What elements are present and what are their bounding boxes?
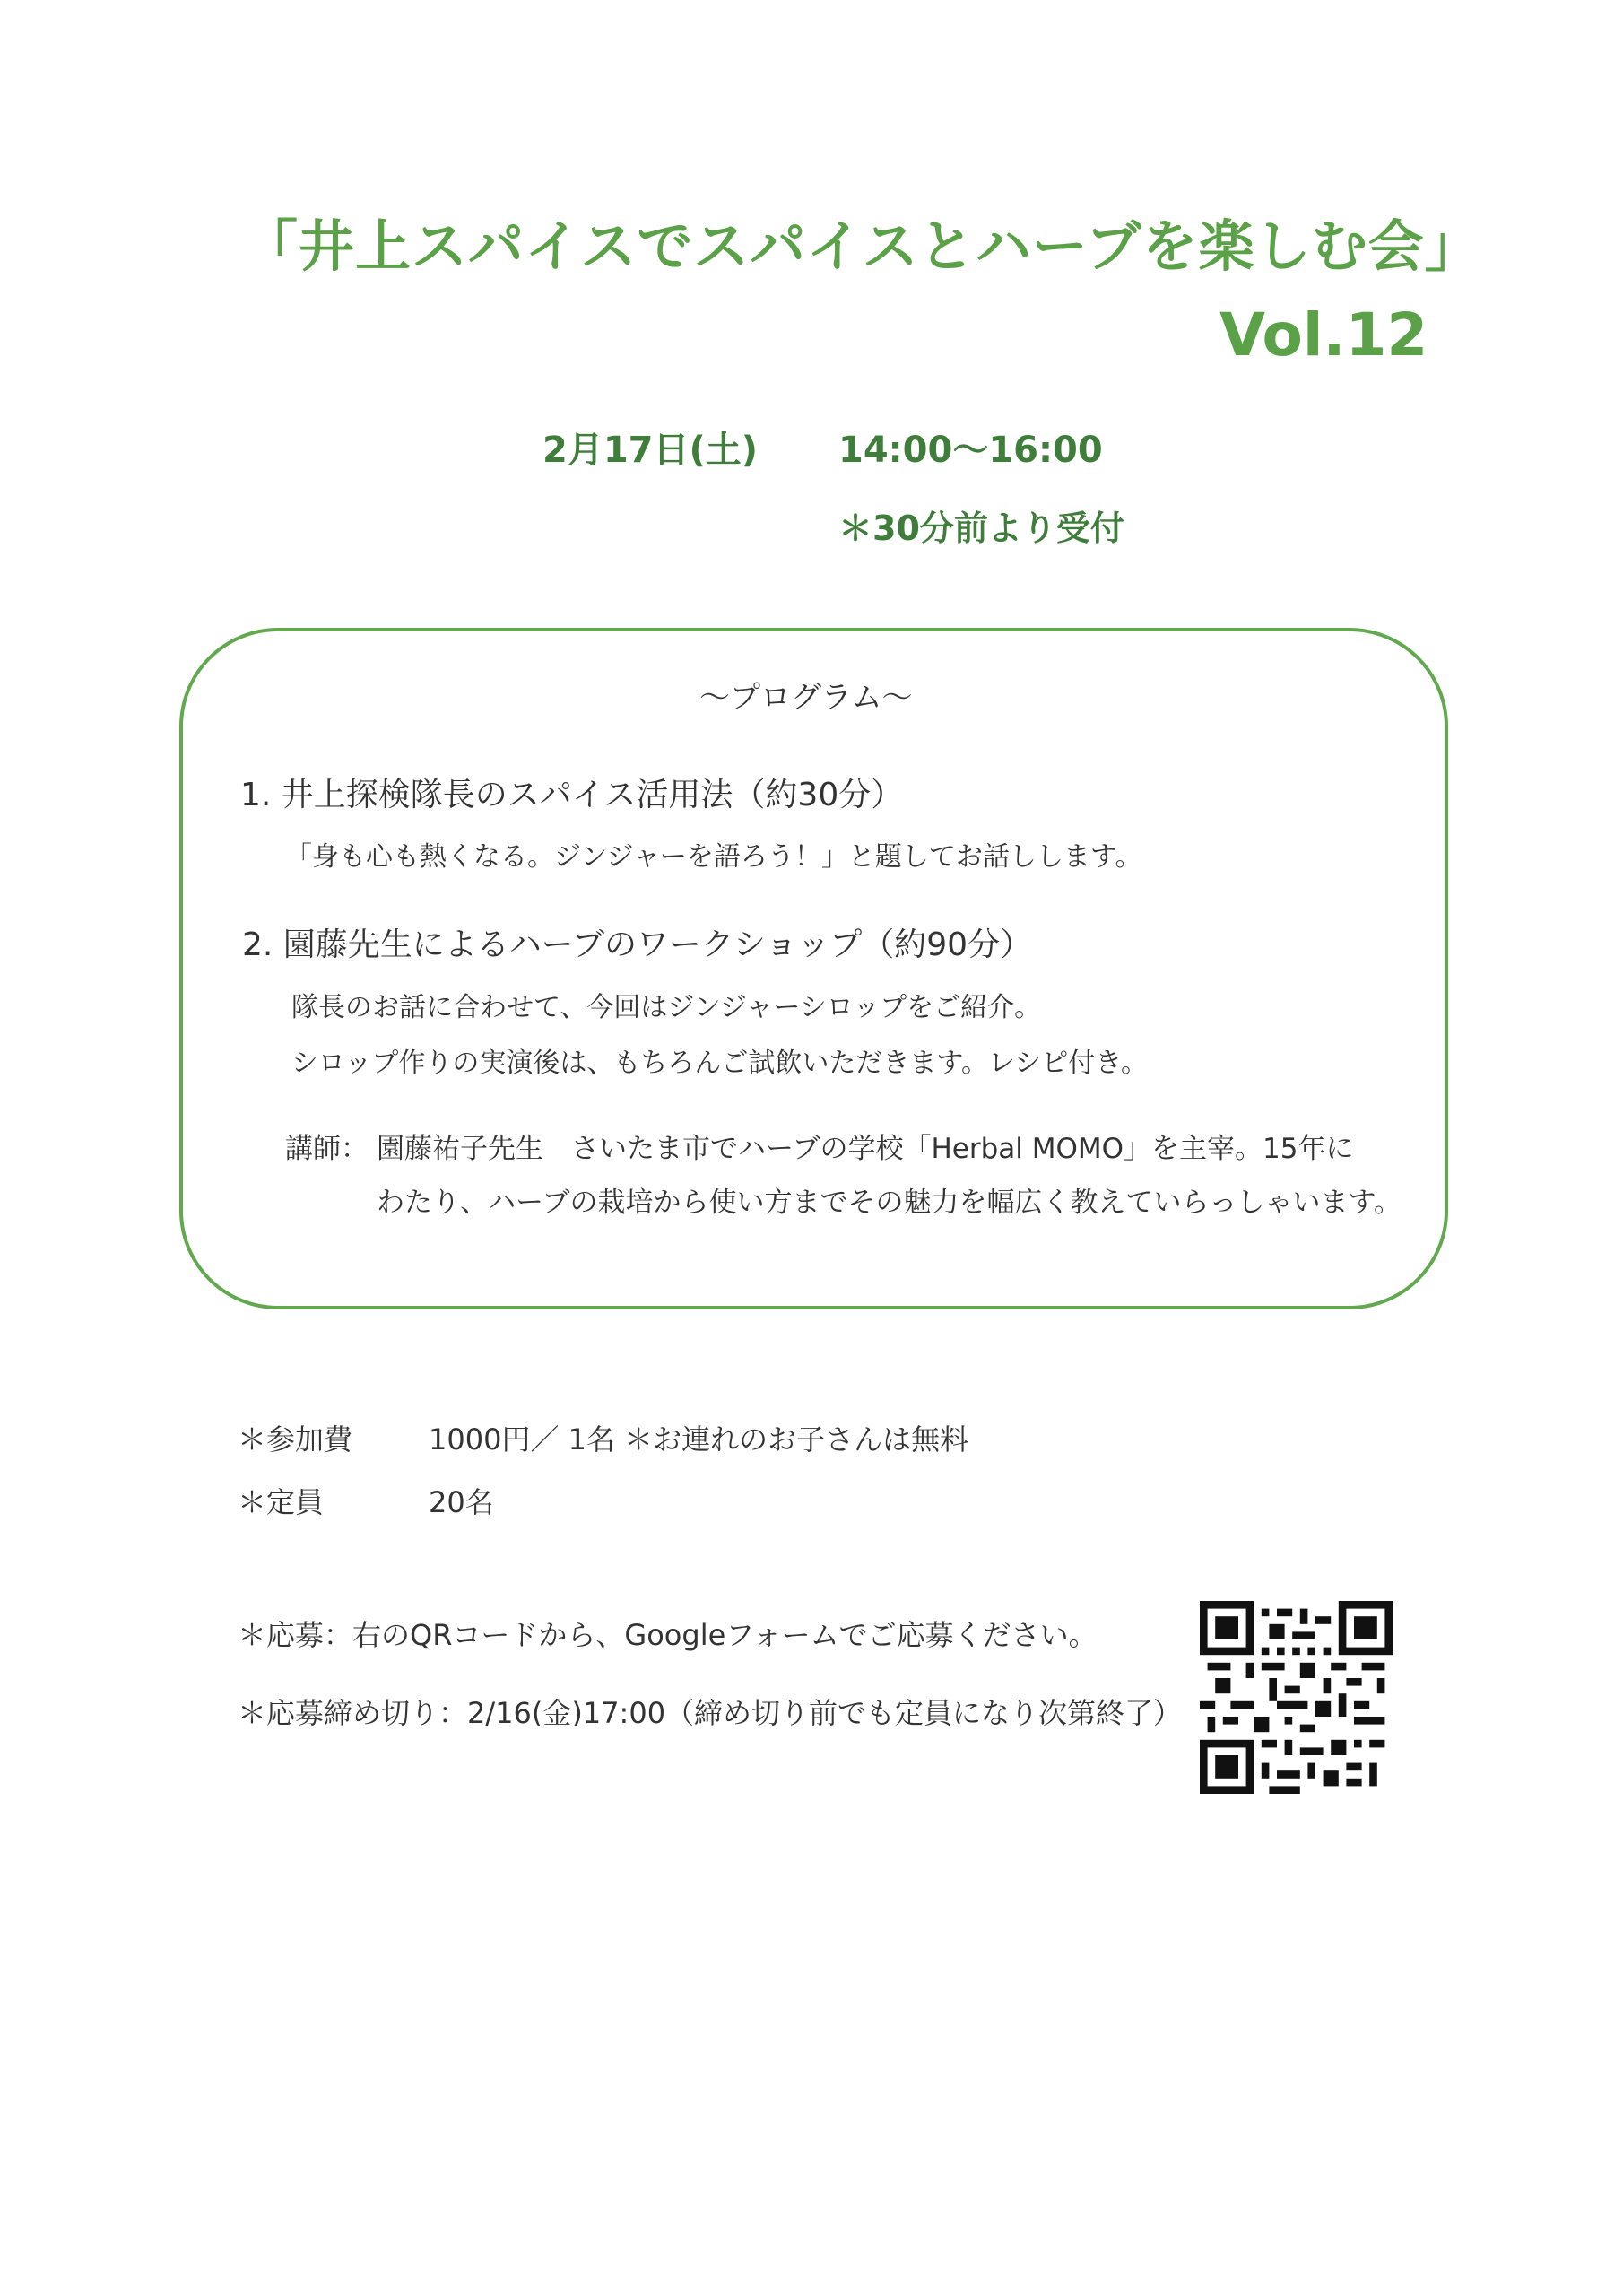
capacity-label: ＊定員	[238, 1485, 325, 1519]
fee-label: ＊参加費	[238, 1422, 353, 1457]
capacity-value: 20名	[429, 1485, 494, 1519]
reception-note: ＊30分前より受付	[838, 509, 1124, 548]
application-deadline: ＊応募締め切り：2/16(金)17:00（締め切り前でも定員になり次第終了）	[238, 1696, 1183, 1730]
event-time: 14:00～16:00	[838, 430, 1103, 471]
program-item-2-text-2: シロップ作りの実演後は、もちろんご試飲いただきます。レシピ付き。	[291, 1048, 1149, 1079]
lecturer-line-1: 園藤祐子先生 さいたま市でハーブの学校「Herbal MOMO」を主宰。15年に	[377, 1133, 1354, 1165]
page-title: 「井上スパイスでスパイスとハーブを楽しむ会」	[242, 213, 1481, 279]
event-date: 2月17日(土)	[542, 430, 759, 471]
volume-label: Vol.12	[1219, 300, 1428, 370]
qr-code-icon[interactable]	[1200, 1601, 1393, 1794]
program-item-2-title: 2. 園藤先生によるハーブのワークショップ（約90分）	[242, 926, 1033, 963]
program-heading: ～プログラム～	[699, 680, 913, 716]
fee-value: 1000円／ 1名 ＊お連れのお子さんは無料	[429, 1422, 969, 1457]
program-item-1-text: 「身も心も熱くなる。ジンジャーを語ろう！」と題してお話しします。	[285, 841, 1142, 873]
application-method: ＊応募：右のQRコードから、Googleフォームでご応募ください。	[238, 1618, 1098, 1652]
lecturer-label: 講師：	[285, 1133, 369, 1165]
program-item-2-text-1: 隊長のお話に合わせて、今回はジンジャーシロップをご紹介。	[291, 992, 1042, 1023]
lecturer-line-2: わたり、ハーブの栽培から使い方までその魅力を幅広く教えていらっしゃいます。	[377, 1187, 1402, 1219]
program-item-1-title: 1. 井上探検隊長のスパイス活用法（約30分）	[240, 777, 904, 813]
